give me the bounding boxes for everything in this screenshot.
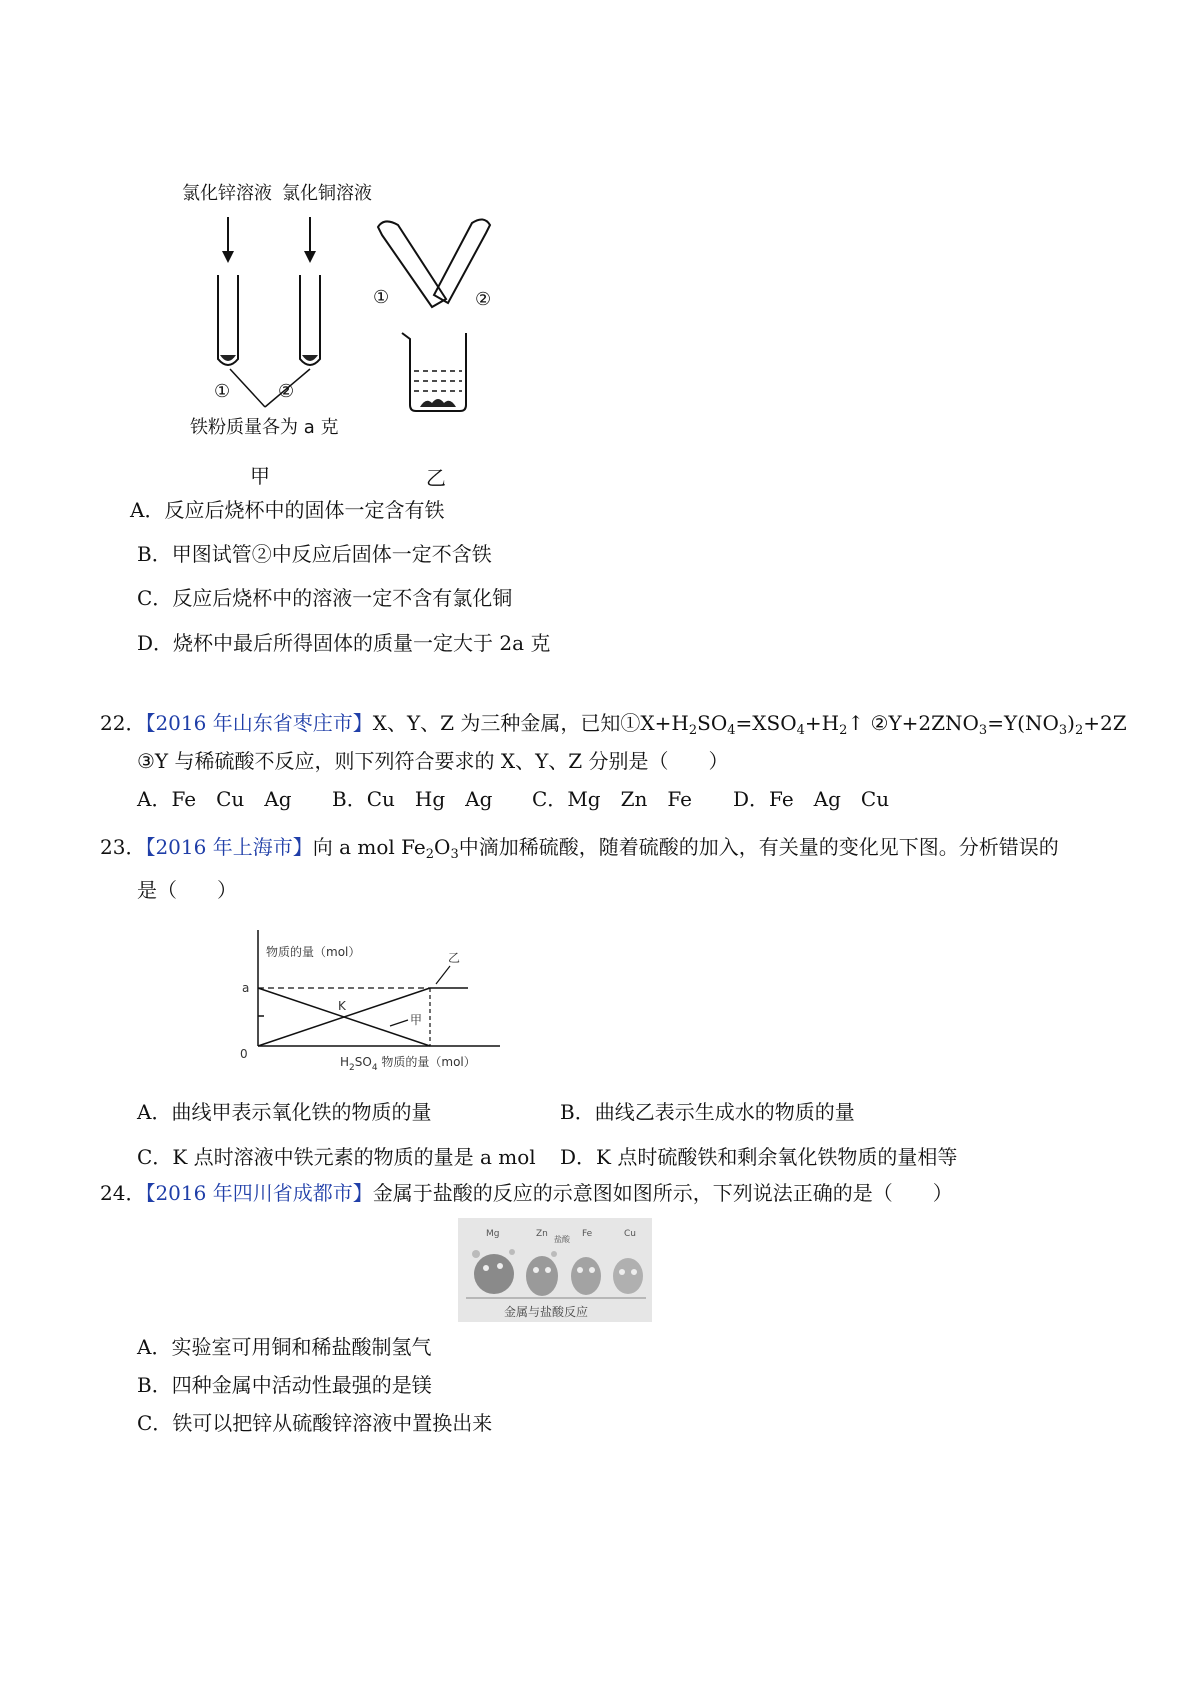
arrow-down-icon: [304, 217, 316, 263]
metal-figure: [571, 1257, 601, 1295]
q21-option-b: [137, 541, 492, 567]
apparatus-figure: [170, 175, 550, 510]
option-letter: A．: [130, 498, 165, 522]
beaker-mark-2: ②: [475, 289, 492, 310]
q21-option-d: [137, 630, 550, 656]
tube-2-mark: ②: [278, 381, 295, 402]
question-source: 【2016 年山东省枣庄市】: [145, 711, 373, 735]
option-text: 甲图试管②中反应后固体一定不含铁: [171, 542, 492, 566]
option-letter: C．: [137, 586, 173, 610]
question-source: 【2016 年上海市】: [145, 835, 313, 859]
test-tube-2: [300, 275, 320, 365]
question-number: 24．: [100, 1181, 146, 1205]
beaker-mark-1: ①: [373, 287, 390, 308]
q23-option-b: B．曲线乙表示生成水的物质的量: [560, 1100, 855, 1124]
point-k-label: K: [338, 999, 346, 1013]
q23-option-a: A．曲线甲表示氧化铁的物质的量: [137, 1100, 432, 1124]
q24-stem: 24．【2016 年四川省成都市】金属于盐酸的反应的示意图如图所示，下列说法正确的是（ ）: [100, 1181, 953, 1205]
label-zinc-chloride: 氯化锌溶液: [182, 183, 272, 204]
metal-label: Mg: [486, 1229, 500, 1239]
q24-option-a: A．实验室可用铜和稀盐酸制氢气: [137, 1335, 432, 1359]
y-axis-label: 物质的量（mol）: [266, 945, 361, 959]
caption-yi: 乙: [426, 466, 446, 490]
q23-option-c: C．K 点时溶液中铁元素的物质的量是 a mol: [137, 1145, 536, 1169]
q21-option-a: [130, 497, 444, 523]
option-letter: B．: [137, 542, 172, 566]
acid-label: 盐酸: [554, 1235, 570, 1244]
option-text: 反应后烧杯中的溶液一定不含有氯化铜: [172, 586, 513, 610]
q22-option-c: C．Mg Zn Fe: [532, 787, 692, 811]
metals-acid-illustration: [458, 1218, 652, 1322]
q24-option-c: C．铁可以把锌从硫酸锌溶液中置换出来: [137, 1411, 493, 1435]
q24-option-b: B．四种金属中活动性最强的是镁: [137, 1373, 432, 1397]
tube-1-mark: ①: [214, 381, 231, 402]
test-tube-1: [218, 275, 238, 365]
q22-option-a: A．Fe Cu Ag: [137, 787, 292, 811]
question-source: 【2016 年四川省成都市】: [145, 1181, 373, 1205]
x-axis-label: $H_2SO_4$ 物质的量（mol）: [340, 1055, 476, 1073]
question-number: 23．: [100, 835, 146, 859]
curve-yi-label: 乙: [448, 951, 461, 965]
metal-label: Cu: [624, 1229, 636, 1239]
q23-stem: 23．【2016 年上海市】向 a mol $Fe_2O_3$中滴加稀硫酸，随着硫酸的加入，有关量的变化见下图。分析错误的: [100, 835, 1059, 862]
option-text: 反应后烧杯中的固体一定含有铁: [164, 498, 445, 522]
q22-stem-line2: ③Y 与稀硫酸不反应，则下列符合要求的 X、Y、Z 分别是（ ）: [137, 749, 729, 773]
q21-option-c: [137, 585, 512, 611]
illustration-caption: 金属与盐酸反应: [504, 1305, 589, 1319]
q22-option-d: D．Fe Ag Cu: [733, 787, 890, 811]
metal-figure: [613, 1258, 643, 1294]
arrow-down-icon: [222, 217, 234, 263]
metal-label: Zn: [536, 1229, 548, 1239]
q23-stem-line2: 是（ ）: [137, 878, 237, 902]
y-tick-a: a: [242, 981, 250, 995]
iron-mass-note: 铁粉质量各为 a 克: [190, 417, 339, 438]
q23-graph: [230, 926, 510, 1076]
q23-option-d: D．K 点时硫酸铁和剩余氧化铁物质的量相等: [560, 1145, 958, 1169]
label-copper-chloride: 氯化铜溶液: [282, 183, 372, 204]
option-letter: D．: [137, 631, 174, 655]
question-number: 22．: [100, 711, 146, 735]
caption-jia: 甲: [250, 464, 270, 488]
curve-jia-label: 甲: [410, 1013, 423, 1027]
metal-label: Fe: [582, 1229, 593, 1239]
q22-option-b: B．Cu Hg Ag: [332, 787, 493, 811]
beaker: [402, 333, 466, 411]
q22-stem: 22．【2016 年山东省枣庄市】X、Y、Z 为三种金属，已知$①X+H_2SO_4=XSO_4+H_2↑$ $②Y+2ZNO_3=Y(NO_3)_2+2Z$: [100, 711, 1127, 738]
option-text: 烧杯中最后所得固体的质量一定大于 2a 克: [173, 631, 551, 655]
origin-label: 0: [240, 1047, 248, 1061]
